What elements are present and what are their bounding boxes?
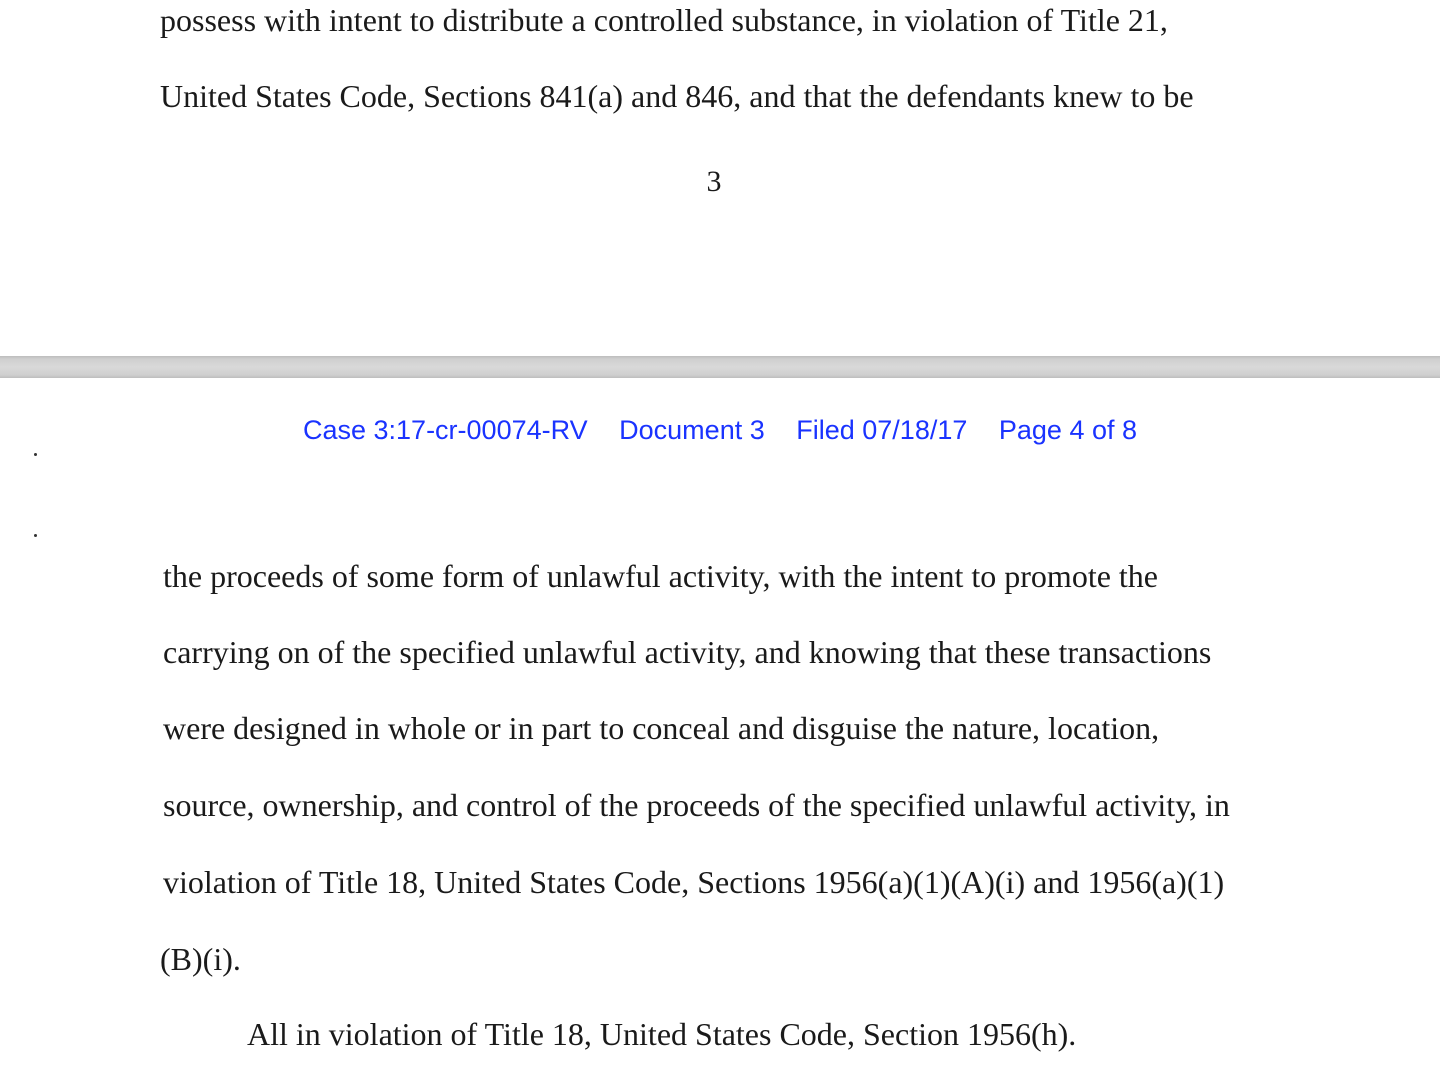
body-text-line: were designed in whole or in part to conceal and disguise the nature, location, [163, 710, 1160, 746]
case-header-stamp [0, 410, 1440, 450]
current-page [0, 378, 1440, 1088]
scan-speck [34, 534, 37, 537]
page-number: 3 [706, 165, 722, 198]
body-text-line: United States Code, Sections 841(a) and 846, and that the defendants knew to be [160, 78, 1194, 114]
body-text-line: (B)(i). [160, 941, 241, 977]
body-text-line: possess with intent to distribute a controlled substance, in violation of Title 21, [160, 2, 1168, 38]
page-indicator: Page 4 of 8 [998, 415, 1138, 445]
document-number: Document 3 [619, 415, 765, 445]
body-text-line: the proceeds of some form of unlawful activity, with the intent to promote the [163, 558, 1158, 594]
case-number: Case 3:17-cr-00074-RV [302, 415, 588, 445]
scan-speck [34, 453, 37, 456]
previous-page [0, 0, 1440, 356]
body-text-line: carrying on of the specified unlawful activity, and knowing that these transactions [163, 634, 1212, 670]
body-text-line: All in violation of Title 18, United States Code, Section 1956(h). [247, 1016, 1077, 1052]
filed-date: Filed 07/18/17 [796, 415, 968, 445]
page-separator [0, 356, 1440, 378]
body-text-line: source, ownership, and control of the proceeds of the specified unlawful activity, in [163, 787, 1230, 823]
body-text-line: violation of Title 18, United States Code, Sections 1956(a)(1)(A)(i) and 1956(a)(1) [163, 864, 1225, 900]
